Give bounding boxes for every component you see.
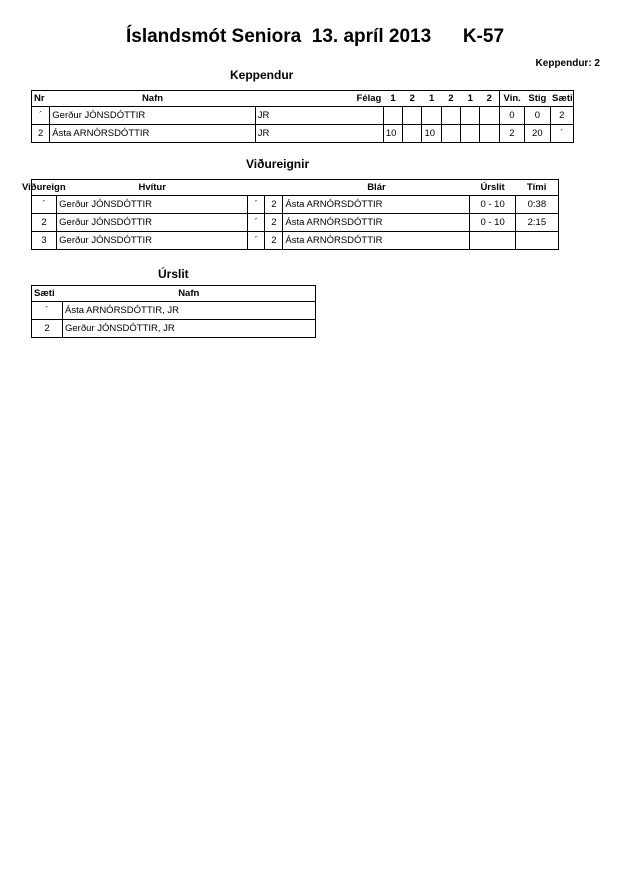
competitor-nr: ´	[32, 107, 50, 125]
result-row	[32, 302, 316, 320]
competitor-place: 2	[550, 107, 573, 125]
col-header-spacer	[248, 180, 265, 196]
round-score	[480, 107, 499, 125]
results-header-row	[32, 286, 316, 302]
match-white-name: Gerður JÓNSDÓTTIR	[57, 196, 248, 214]
col-header-match	[22, 180, 66, 196]
match-result	[470, 232, 515, 250]
round-score	[403, 107, 422, 125]
col-header-white: Hvítur	[138, 182, 166, 193]
competitor-club: JR	[255, 125, 383, 143]
competitors-header-row	[32, 91, 574, 107]
result-row	[32, 320, 316, 338]
match-number: 3	[32, 232, 57, 250]
matches-table	[22, 179, 559, 250]
match-result: 0 - 10	[470, 196, 515, 214]
match-result: 0 - 10	[470, 214, 515, 232]
match-white-number: ´	[248, 196, 265, 214]
matches-header-row	[32, 180, 559, 196]
result-name: Gerður JÓNSDÓTTIR, JR	[63, 320, 316, 338]
competitor-club: JR	[255, 107, 383, 125]
result-place: ´	[32, 302, 63, 320]
competitor-points: 20	[525, 125, 550, 143]
match-white-number: ´	[248, 232, 265, 250]
col-header-place: Sæti	[552, 93, 573, 104]
match-number: ´	[32, 196, 57, 214]
col-header-match-label: Viðureign	[22, 182, 66, 193]
competitor-points: 0	[525, 107, 550, 125]
col-header-place: Sæti	[34, 288, 55, 299]
competitor-name: Gerður JÓNSDÓTTIR	[50, 107, 255, 125]
result-place: 2	[32, 320, 63, 338]
competitor-nr: 2	[32, 125, 50, 143]
match-time	[515, 232, 558, 250]
page-title: Íslandsmót Seniora 13. apríl 2013 K-57	[125, 26, 505, 47]
results-table	[31, 285, 316, 338]
competitors-section-title: Keppendur	[230, 68, 294, 82]
col-header-name: Nafn	[141, 93, 164, 104]
col-header-club: Félag	[356, 93, 382, 104]
results-section-title: Úrslit	[158, 267, 189, 281]
round-score	[461, 107, 480, 125]
col-header-spacer	[265, 180, 283, 196]
competitor-wins: 0	[499, 107, 524, 125]
col-header-time: Tími	[526, 182, 547, 193]
match-blue-number: 2	[265, 196, 283, 214]
col-header-wins: Vin.	[499, 91, 524, 107]
match-number: 2	[32, 214, 57, 232]
match-white-number: ´	[248, 214, 265, 232]
match-white-name: Gerður JÓNSDÓTTIR	[57, 232, 248, 250]
round-score	[461, 125, 480, 143]
round-score	[480, 125, 499, 143]
round-score	[403, 125, 422, 143]
col-header-round: 2	[448, 93, 454, 104]
col-header-result: Úrslit	[480, 182, 505, 193]
col-header-round: 1	[428, 93, 435, 104]
round-score	[383, 107, 402, 125]
round-score: 10	[383, 125, 402, 143]
match-white-name: Gerður JÓNSDÓTTIR	[57, 214, 248, 232]
competitor-row	[32, 107, 574, 125]
match-time: 2:15	[515, 214, 558, 232]
competitor-place: ´	[550, 125, 573, 143]
matches-section-title: Viðureignir	[246, 157, 310, 171]
competitor-name: Ásta ARNÓRSDÓTTIR	[50, 125, 255, 143]
match-blue-number: 2	[265, 214, 283, 232]
competitor-row	[32, 125, 574, 143]
match-row	[32, 232, 559, 250]
result-name: Ásta ARNÓRSDÓTTIR, JR	[63, 302, 316, 320]
competitor-count: Keppendur: 2	[535, 58, 600, 69]
col-header-round: 2	[409, 93, 415, 104]
match-blue-number: 2	[265, 232, 283, 250]
round-score	[422, 107, 441, 125]
col-header-round: 1	[467, 93, 473, 104]
match-blue-name: Ásta ARNÓRSDÓTTIR	[283, 214, 470, 232]
col-header-round: 2	[486, 93, 492, 104]
col-header-name: Nafn	[178, 288, 200, 299]
match-row	[32, 196, 559, 214]
match-blue-name: Ásta ARNÓRSDÓTTIR	[283, 232, 470, 250]
competitor-wins: 2	[499, 125, 524, 143]
match-row	[32, 214, 559, 232]
col-header-blue: Blár	[367, 182, 386, 193]
round-score	[441, 125, 460, 143]
match-time: 0:38	[515, 196, 558, 214]
round-score: 10	[422, 125, 441, 143]
round-score	[441, 107, 460, 125]
col-header-points: Stig	[528, 93, 547, 104]
competitors-table	[31, 90, 574, 143]
col-header-nr: Nr	[34, 93, 45, 104]
match-blue-name: Ásta ARNÓRSDÓTTIR	[283, 196, 470, 214]
col-header-round: 1	[390, 93, 396, 104]
